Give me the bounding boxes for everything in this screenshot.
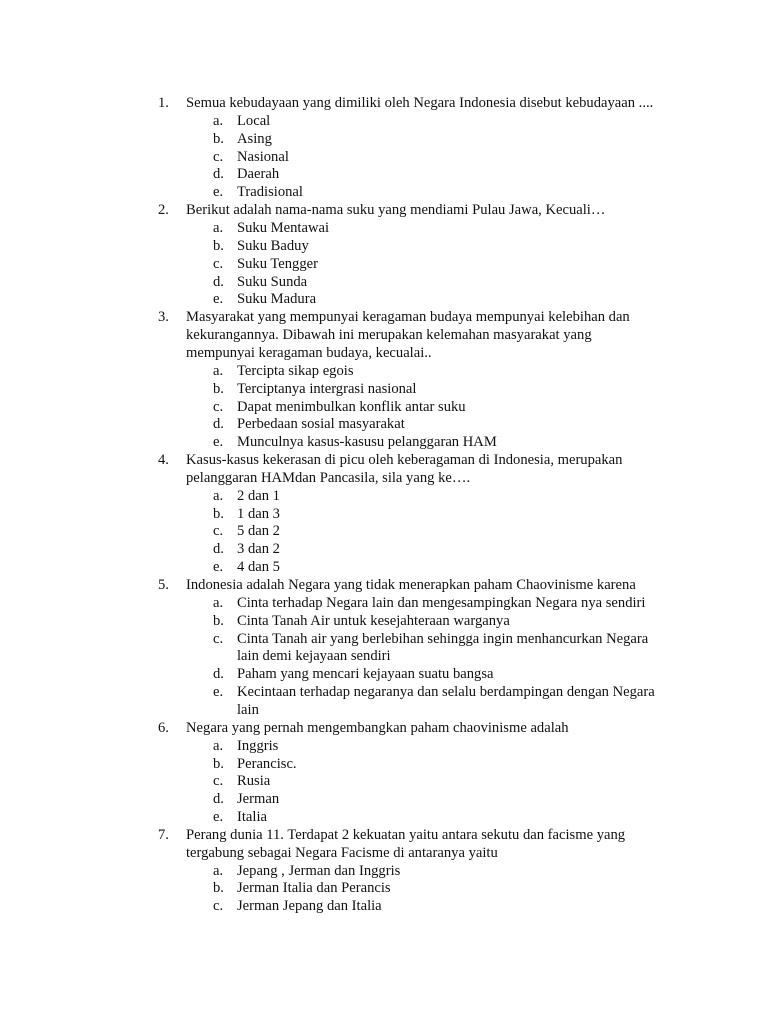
option-text: Asing: [237, 130, 272, 147]
question-text: Semua kebudayaan yang dimiliki oleh Negara Indonesia disebut kebudayaan ....: [186, 95, 654, 111]
question-text: Negara yang pernah mengembangkan paham chaovinisme adalah: [186, 719, 569, 736]
option-letter: a.: [213, 112, 224, 129]
answer-option: [0, 433, 768, 451]
question-item: [0, 308, 768, 326]
question-text-continuation: [0, 344, 768, 362]
option-text: Suku Baduy: [237, 237, 309, 254]
option-letter: a.: [213, 594, 224, 611]
option-letter: e.: [213, 684, 224, 701]
option-text: Tradisional: [237, 184, 303, 201]
option-text: Cinta terhadap Negara lain dan mengesampingkan Negara nya sendiri: [237, 594, 646, 611]
question-item: [0, 94, 768, 112]
answer-option: [0, 772, 768, 790]
option-letter: c.: [213, 898, 224, 915]
option-letter: e.: [213, 809, 224, 825]
question-number: 4.: [158, 452, 169, 468]
option-text: lain demi kejayaan sendiri: [237, 648, 391, 665]
option-text: Cinta Tanah air yang berlebihan sehingga ingin menhancurkan Negara: [237, 630, 649, 647]
option-text: 5 dan 2: [237, 523, 280, 540]
option-text: Suku Tengger: [237, 255, 318, 272]
question-number: 7.: [158, 826, 169, 843]
option-text: 1 dan 3: [237, 505, 280, 522]
answer-option: [0, 487, 768, 505]
option-text: Italia: [237, 809, 267, 825]
answer-option: [0, 879, 768, 897]
question-number: 5.: [158, 577, 169, 593]
option-letter: c.: [213, 630, 224, 647]
answer-option: [0, 808, 768, 826]
option-letter: a.: [213, 862, 224, 879]
option-text: Perbedaan sosial masyarakat: [237, 416, 405, 433]
option-text: Suku Sunda: [237, 273, 308, 290]
answer-option: [0, 112, 768, 130]
answer-option: [0, 630, 768, 648]
option-letter: a.: [213, 220, 224, 236]
option-letter: b.: [213, 755, 224, 772]
option-text: Paham yang mencari kejayaan suatu bangsa: [237, 666, 494, 683]
answer-option: [0, 755, 768, 773]
option-letter: b.: [213, 237, 224, 254]
option-text: Rusia: [237, 773, 271, 790]
answer-option: [0, 522, 768, 540]
question-text: Masyarakat yang mempunyai keragaman budaya mempunyai kelebihan dan: [186, 309, 630, 326]
option-letter: d.: [213, 541, 224, 558]
question-text: pelanggaran HAMdan Pancasila, sila yang ke….: [186, 469, 471, 486]
answer-option: [0, 398, 768, 416]
answer-option: [0, 612, 768, 630]
option-letter: e.: [213, 559, 224, 576]
option-text: Tercipta sikap egois: [237, 362, 354, 379]
answer-option: [0, 362, 768, 380]
answer-option: [0, 380, 768, 398]
option-letter: b.: [213, 130, 224, 147]
answer-option: [0, 897, 768, 915]
option-text: Munculnya kasus-kasusu pelanggaran HAM: [237, 434, 497, 451]
option-letter: d.: [213, 273, 224, 290]
option-letter: c.: [213, 523, 224, 540]
answer-option: [0, 237, 768, 255]
question-item: [0, 576, 768, 594]
question-item: [0, 451, 768, 469]
option-letter: a.: [213, 362, 224, 379]
question-number: 3.: [158, 309, 169, 326]
option-text: Daerah: [237, 166, 280, 183]
answer-option: [0, 505, 768, 523]
answer-option: [0, 148, 768, 166]
option-text: 3 dan 2: [237, 541, 280, 558]
question-item: [0, 201, 768, 219]
answer-option: [0, 540, 768, 558]
answer-option: [0, 183, 768, 201]
answer-option: [0, 273, 768, 291]
question-text: kekurangannya. Dibawah ini merupakan kelemahan masyarakat yang: [186, 327, 592, 344]
answer-option: [0, 219, 768, 237]
answer-option: [0, 415, 768, 433]
answer-option: [0, 594, 768, 612]
question-number: 2.: [158, 202, 169, 219]
option-letter: b.: [213, 505, 224, 522]
option-text: Nasional: [237, 148, 289, 165]
option-letter: a.: [213, 487, 224, 504]
question-text-continuation: [0, 469, 768, 487]
option-text: Cinta Tanah Air untuk kesejahteraan warganya: [237, 612, 510, 629]
question-text-continuation: [0, 844, 768, 862]
option-text: 4 dan 5: [237, 559, 280, 576]
question-item: [0, 826, 768, 844]
option-text: Suku Mentawai: [237, 220, 330, 236]
answer-option: [0, 290, 768, 308]
answer-option: [0, 255, 768, 273]
option-letter: d.: [213, 791, 224, 808]
option-letter: e.: [213, 184, 224, 201]
option-letter: d.: [213, 166, 224, 183]
option-letter: b.: [213, 880, 224, 897]
answer-option-continuation: [0, 647, 768, 665]
question-text-continuation: [0, 326, 768, 344]
option-text: Inggris: [237, 737, 279, 754]
option-text: Jepang , Jerman dan Inggris: [237, 862, 401, 879]
option-text: Jerman Jepang dan Italia: [237, 898, 382, 915]
option-letter: d.: [213, 666, 224, 683]
option-letter: c.: [213, 255, 224, 272]
question-text: mempunyai keragaman budaya, kecualai..: [186, 344, 432, 361]
question-text: Berikut adalah nama-nama suku yang mendiami Pulau Jawa, Kecuali…: [186, 202, 606, 219]
option-letter: e.: [213, 434, 224, 451]
option-letter: c.: [213, 773, 224, 790]
option-text: Dapat menimbulkan konflik antar suku: [237, 398, 466, 415]
answer-option: [0, 165, 768, 183]
question-number: 6.: [158, 719, 169, 736]
question-text: tergabung sebagai Negara Facisme di antaranya yaitu: [186, 844, 498, 861]
option-text: 2 dan 1: [237, 487, 280, 504]
option-text: Perancisc.: [237, 755, 297, 772]
option-text: Suku Madura: [237, 291, 317, 308]
option-letter: a.: [213, 737, 224, 754]
answer-option: [0, 862, 768, 880]
option-letter: b.: [213, 612, 224, 629]
option-letter: b.: [213, 380, 224, 397]
option-letter: c.: [213, 148, 224, 165]
question-text: Indonesia adalah Negara yang tidak menerapkan paham Chaovinisme karena: [186, 577, 636, 593]
option-letter: c.: [213, 398, 224, 415]
option-text: lain: [237, 701, 259, 718]
answer-option: [0, 737, 768, 755]
option-text: Jerman: [237, 791, 280, 808]
question-text: Kasus-kasus kekerasan di picu oleh keberagaman di Indonesia, merupakan: [186, 452, 623, 468]
question-text: Perang dunia 11. Terdapat 2 kekuatan yaitu antara sekutu dan facisme yang: [186, 826, 626, 843]
option-letter: e.: [213, 291, 224, 308]
option-text: Terciptanya intergrasi nasional: [237, 380, 417, 397]
question-number: 1.: [158, 95, 169, 111]
answer-option-continuation: [0, 701, 768, 719]
option-text: Local: [237, 112, 271, 129]
option-text: Kecintaan terhadap negaranya dan selalu berdampingan dengan Negara: [237, 684, 655, 701]
answer-option: [0, 130, 768, 148]
option-text: Jerman Italia dan Perancis: [237, 880, 391, 897]
question-item: [0, 719, 768, 737]
answer-option: [0, 683, 768, 701]
answer-option: [0, 665, 768, 683]
option-letter: d.: [213, 416, 224, 433]
answer-option: [0, 558, 768, 576]
answer-option: [0, 790, 768, 808]
